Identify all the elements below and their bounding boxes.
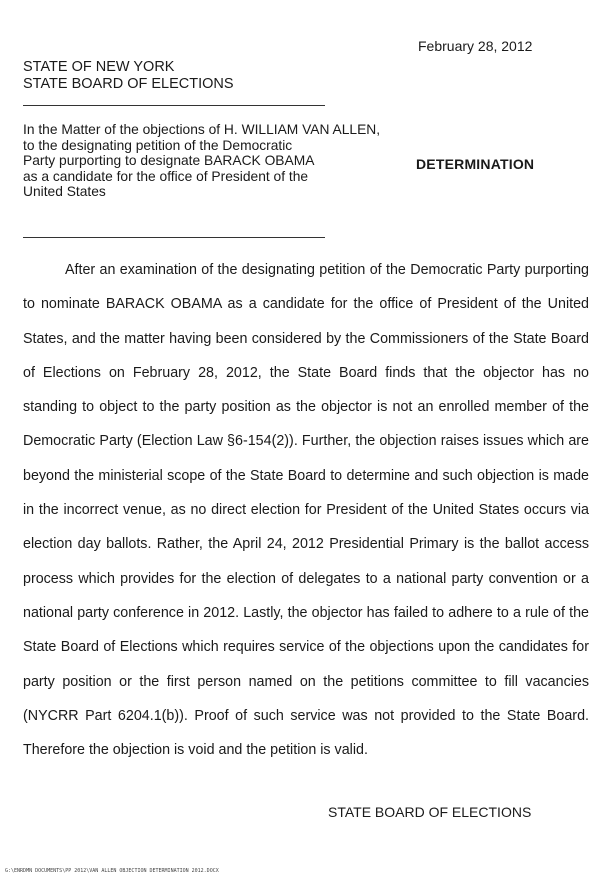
determination-label: DETERMINATION	[416, 156, 535, 172]
caption-top-rule	[23, 105, 325, 106]
agency-header	[23, 59, 234, 93]
agency-header-board: STATE BOARD OF ELECTIONS	[23, 76, 234, 92]
caption-line: as a candidate for the office of President of the	[23, 168, 309, 184]
signature-block: STATE BOARD OF ELECTIONS	[328, 804, 532, 820]
case-caption	[23, 122, 443, 200]
determination-body: After an examination of the designating petition of the Democratic Party purporting to nominate BARACK OBAMA as a candidate for the office of President of the United States, and the matter having been considered by the Commissioners of the State Board of Elections on February 28, 2012, the State Board finds that the objector has no standing to object to the party position as the objector is not an enrolled member of the Democratic Party (Election Law §6-154(2)). Further, the objection raises issues which are beyond the ministerial scope of the State Board to determine and such objection is made in the incorrect venue, as no direct election for President of the United States occurs via election day ballots. Rather, the April 24, 2012 Presidential Primary is the ballot access process which provides for the election of delegates to a national party convention or a national party conference in 2012. Lastly, the objector has failed to adhere to a rule of the State Board of Elections which requires service of the objections upon the candidates for party position or the first person named on the petitions committee to fill vacancies (NYCRR Part 6204.1(b)). Proof of such service was not provided to the State Board. Therefore the objection is void and the petition is valid.	[23, 262, 589, 759]
file-path-footer: G:\ENRDMN DOCUMENTS\PP 2012\VAN ALLEN OBJECTION DETERMINATION 2012.DOCX	[5, 868, 219, 874]
caption-bottom-rule	[23, 237, 325, 238]
caption-line: In the Matter of the objections of H. WILLIAM VAN ALLEN,	[23, 122, 381, 137]
caption-line: to the designating petition of the Democratic	[23, 137, 293, 153]
document-date: February 28, 2012	[418, 38, 533, 54]
caption-line: United States	[23, 184, 106, 199]
caption-line: Party purporting to designate BARACK OBAMA	[23, 153, 315, 168]
agency-header-state: STATE OF NEW YORK	[23, 59, 175, 75]
